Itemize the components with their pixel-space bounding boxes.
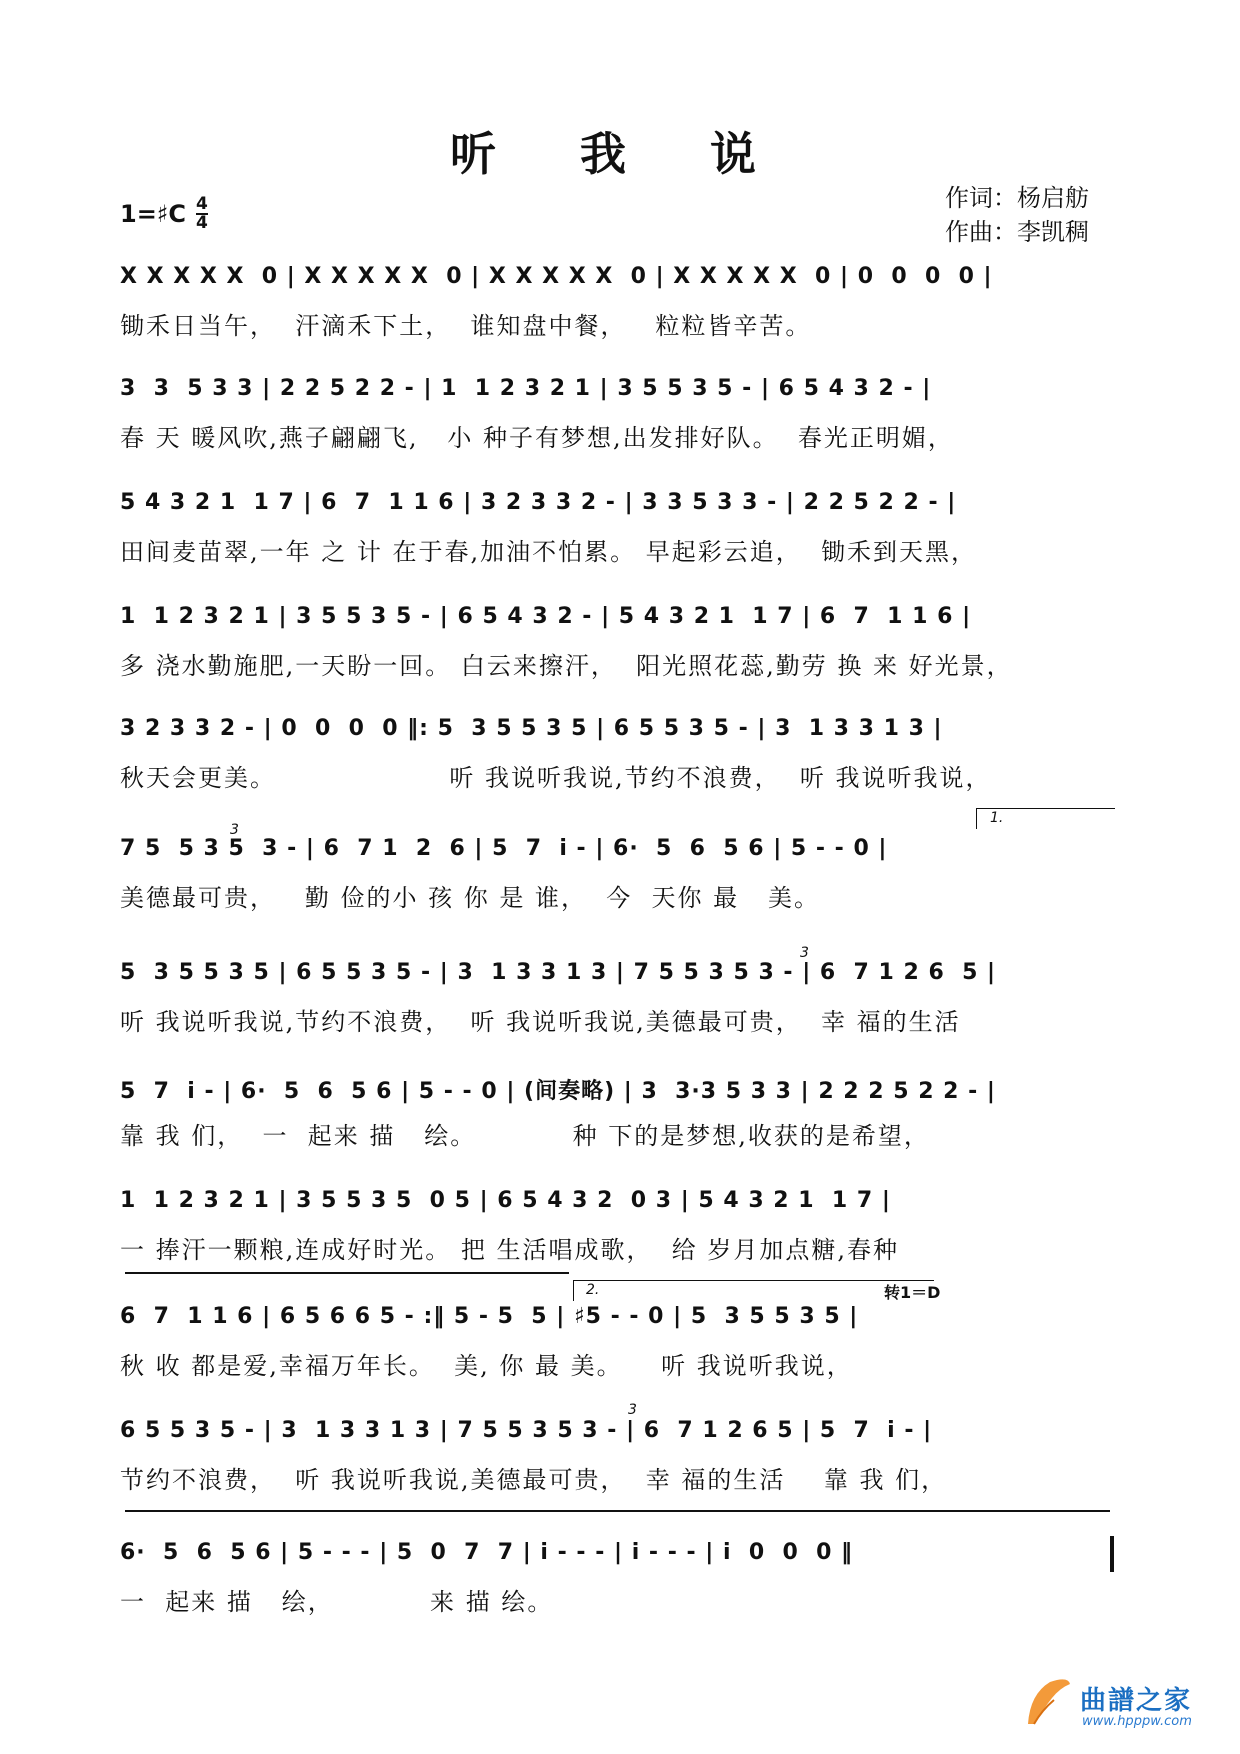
notes: X X X X X 0 | X X X X X 0 | X X X X X 0 | X X X X X 0 | 0 0 0 0 | [120, 264, 993, 289]
lyrics: 美德最可贵， 勤 俭的小 孩 你 是 谁， 今 天你 最 美。 [120, 884, 821, 912]
page-title: 听 我 说 [449, 127, 791, 181]
grace-note: 3 [628, 1402, 637, 1418]
notes: 5 4 3 2 1 1 7 | 6 7 1 1 6 | 3 2 3 3 2 - | 3 3 5 3 3 - | 2 2 5 2 2 - | [120, 490, 957, 515]
lyricist-credit: 作词：杨启舫 [945, 184, 1089, 212]
lyrics: 春 天 暖风吹,燕子翩翩飞, 小 种子有梦想,出发排好队。 春光正明媚， [120, 424, 954, 452]
lyrics: 靠 我 们， 一 起来 描 绘。 种 下的是梦想,收获的是希望， [120, 1122, 930, 1150]
grace-note: 3 [800, 945, 809, 961]
watermark-logo [1020, 1674, 1210, 1734]
notes: 1 1 2 3 2 1 | 3 5 5 3 5 - | 6 5 4 3 2 - | 5 4 3 2 1 1 7 | 6 7 1 1 6 | [120, 604, 972, 629]
notes: 6 5 5 3 5 - | 3 1 3 3 1 3 | 7 5 5 3 5 3 - | 6 7 1 2 6 5 | 5 7 i - | [120, 1418, 933, 1443]
lyrics: 多 浇水勤施肥,一天盼一回。 白云来擦汗， 阳光照花蕊,勤劳 换 来 好光景， [120, 652, 1013, 680]
volta-2-label: 2. [586, 1282, 600, 1298]
grace-note: 3 [230, 822, 239, 838]
notes: 3 3 5 3 3 | 2 2 5 2 2 - | 1 1 2 3 2 1 | 3 5 5 3 5 - | 6 5 4 3 2 - | [120, 376, 932, 401]
watermark-url: www.hpppw.com [1082, 1714, 1192, 1729]
lyrics: 锄禾日当午， 汗滴禾下土， 谁知盘中餐， 粒粒皆辛苦。 [120, 312, 812, 340]
notes: 6· 5 6 5 6 | 5 - - - | 5 0 7 7 | i - - - | i - - - | i 0 0 0 ‖ [120, 1540, 854, 1565]
lyrics: 节约不浪费， 听 我说听我说,美德最可贵， 幸 福的生活 靠 我 们， [120, 1466, 948, 1494]
notes: 7 5 5 3 5 3 - | 6 7 1 2 6 | 5 7 i - | 6· 5 6 5 6 | 5 - - 0 | [120, 836, 888, 861]
final-barline [1110, 1536, 1114, 1572]
notes: 5 7 i - | 6· 5 6 5 6 | 5 - - 0 | (间奏略) | 3 3·3 5 3 3 | 2 2 2 5 2 2 - | [120, 1079, 996, 1104]
volta-bracket-2 [573, 1280, 934, 1301]
time-bottom: 4 [196, 213, 208, 233]
key-signature [120, 196, 208, 232]
volta-1-label: 1. [990, 810, 1004, 826]
lyrics: 秋天会更美。 听 我说听我说,节约不浪费， 听 我说听我说， [120, 764, 992, 792]
lyrics: 一 捧汗一颗粮,连成好时光。 把 生活唱成歌， 给 岁月加点糖,春种 [120, 1236, 900, 1264]
notes: 1 1 2 3 2 1 | 3 5 5 3 5 0 5 | 6 5 4 3 2 0 3 | 5 4 3 2 1 1 7 | [120, 1188, 891, 1213]
volta-line [125, 1272, 569, 1274]
notes: 6 7 1 1 6 | 6 5 6 6 5 - :‖ 5 - 5 5 | ♯5 - - 0 | 5 3 5 5 3 5 | [120, 1304, 859, 1329]
time-top: 4 [196, 194, 208, 214]
notes: 3 2 3 3 2 - | 0 0 0 0 ‖: 5 3 5 5 3 5 | 6 5 5 3 5 - | 3 1 3 3 1 3 | [120, 716, 943, 741]
lyrics: 田间麦苗翠,一年 之 计 在于春,加油不怕累。 早起彩云追， 锄禾到天黑， [120, 538, 978, 566]
lyrics: 一 起来 描 绘， 来 描 绘。 [120, 1588, 554, 1616]
lyrics: 听 我说听我说,节约不浪费， 听 我说听我说,美德最可贵， 幸 福的生活 [120, 1008, 961, 1036]
watermark-brand: 曲譜之家 [1080, 1686, 1193, 1716]
volta-line [125, 1510, 1110, 1512]
lyrics: 秋 收 都是爱,幸福万年长。 美, 你 最 美。 听 我说听我说， [120, 1352, 853, 1380]
notes: 5 3 5 5 3 5 | 6 5 5 3 5 - | 3 1 3 3 1 3 | 7 5 5 3 5 3 - | 6 7 1 2 6 5 | [120, 960, 997, 985]
quill-logo-icon [1020, 1674, 1076, 1730]
key-label: 1=♯C [120, 200, 187, 228]
modulation-mark: 转1＝D [884, 1283, 941, 1302]
composer-credit: 作曲：李凯稠 [945, 218, 1089, 246]
time-signature [196, 196, 208, 232]
